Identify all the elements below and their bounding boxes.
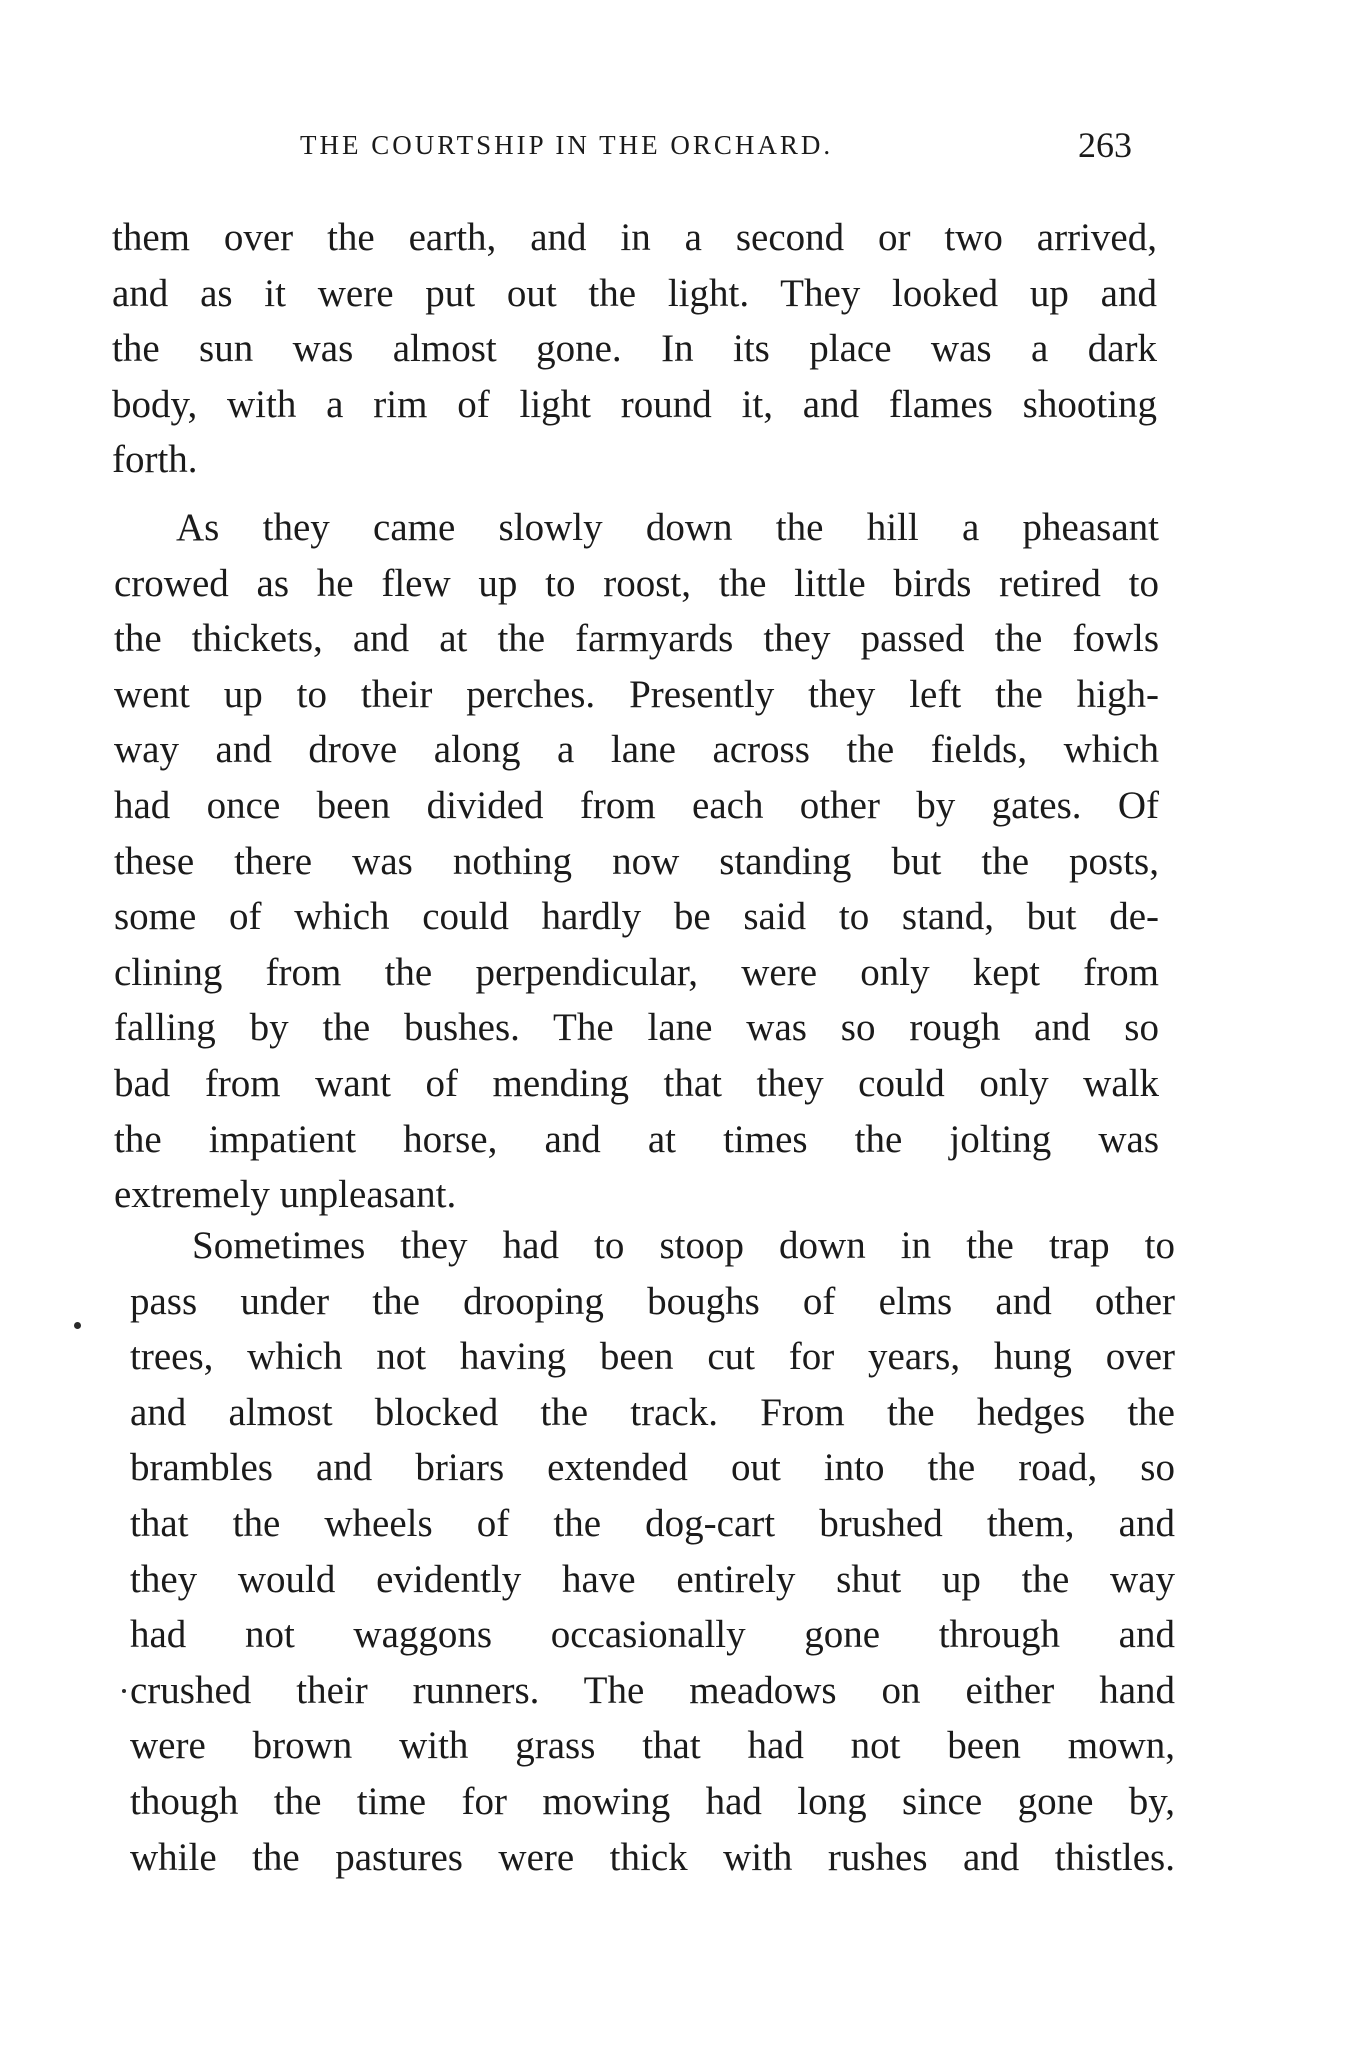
text-line: while the pastures were thick with rushes and thistles. — [130, 1835, 1175, 1879]
text-line: the impatient horse, and at times the jolting was — [114, 1117, 1159, 1161]
text-line: brambles and briars extended out into the road, so — [130, 1446, 1175, 1490]
text-line: trees, which not having been cut for years, hung over — [130, 1335, 1175, 1379]
text-line: were brown with grass that had not been mown, — [130, 1724, 1175, 1768]
ink-speck — [122, 1689, 126, 1693]
text-line: As they came slowly down the hill a pheasant — [176, 506, 1159, 549]
text-line: body, with a rim of light round it, and flames shooting — [112, 382, 1157, 426]
text-line: had not waggons occasionally gone through and — [130, 1613, 1175, 1657]
text-line: crowed as he flew up to roost, the little birds retired to — [114, 561, 1159, 605]
text-line: and almost blocked the track. From the hedges the — [130, 1390, 1175, 1434]
text-line: the thickets, and at the farmyards they passed the fowls — [114, 617, 1159, 661]
text-line: them over the earth, and in a second or two arrived, — [112, 216, 1157, 259]
text-line: the sun was almost gone. In its place was a dark — [112, 327, 1157, 371]
page-number: 263 — [1078, 125, 1132, 165]
text-line: and as it were put out the light. They looked up and — [112, 271, 1157, 315]
paragraph-2 — [114, 500, 1159, 1223]
text-line: falling by the bushes. The lane was so rough and so — [114, 1006, 1159, 1050]
ink-speck — [74, 1322, 81, 1329]
text-line: that the wheels of the dog-cart brushed them, and — [130, 1501, 1175, 1545]
text-line: though the time for mowing had long since gone by, — [130, 1779, 1175, 1823]
text-line: forth. — [112, 438, 198, 482]
text-line: crushed their runners. The meadows on either hand — [130, 1668, 1175, 1712]
text-line: went up to their perches. Presently they left the high- — [114, 672, 1159, 716]
text-line: these there was nothing now standing but the posts, — [114, 839, 1159, 883]
text-line: way and drove along a lane across the fields, which — [114, 728, 1159, 772]
text-line: clining from the perpendicular, were only kept from — [114, 950, 1159, 994]
text-line: pass under the drooping boughs of elms and other — [130, 1279, 1175, 1323]
text-line: Sometimes they had to stoop down in the trap to — [192, 1224, 1175, 1267]
text-line: extremely unpleasant. — [114, 1173, 457, 1217]
text-line: they would evidently have entirely shut up the way — [130, 1557, 1175, 1601]
text-line: bad from want of mending that they could only walk — [114, 1061, 1159, 1105]
text-line: had once been divided from each other by gates. Of — [114, 783, 1159, 827]
running-head: THE COURTSHIP IN THE ORCHARD. — [300, 130, 834, 160]
paragraph-1 — [112, 210, 1157, 488]
paragraph-3 — [130, 1218, 1175, 1885]
text-line: some of which could hardly be said to stand, but de- — [114, 895, 1159, 939]
